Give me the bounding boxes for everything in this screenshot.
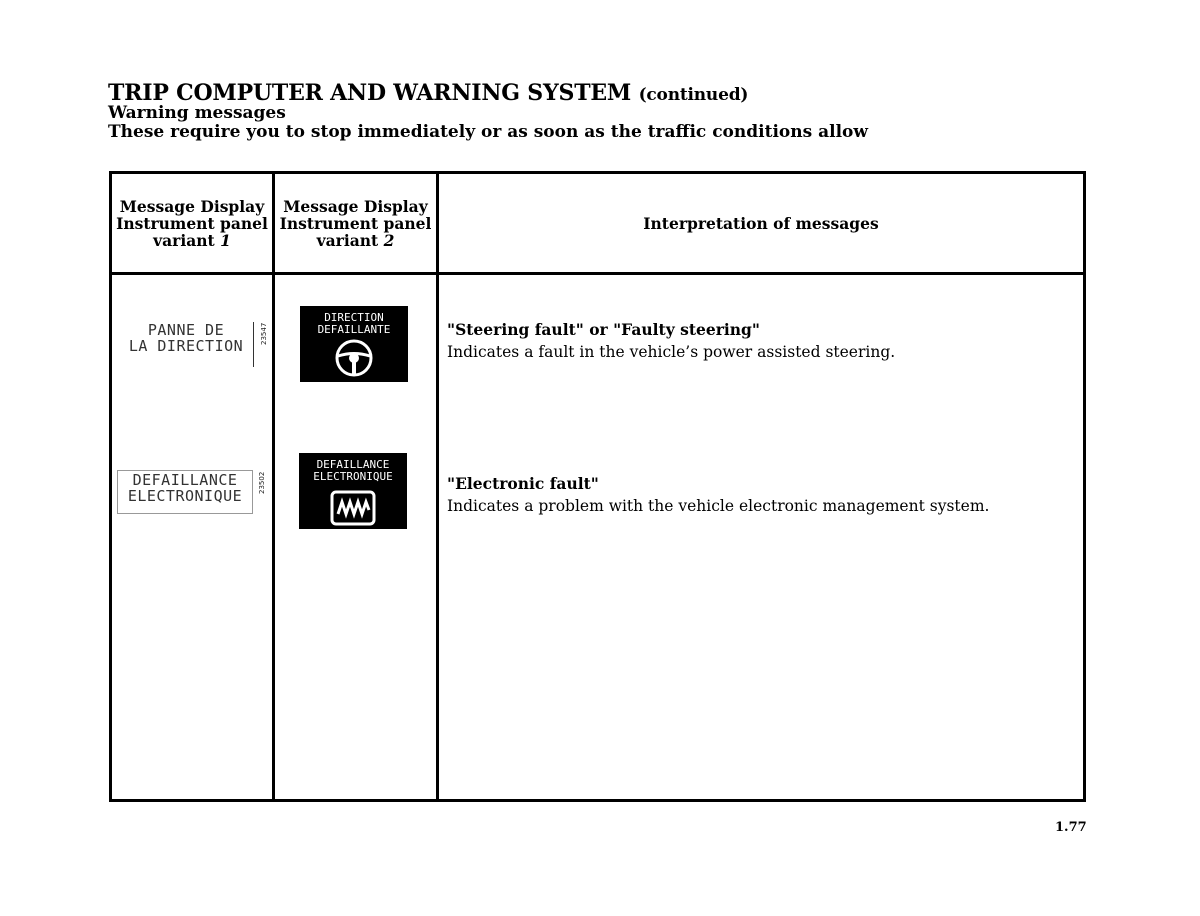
header-line: Message Display — [283, 196, 428, 216]
variant-number: 1 — [220, 230, 231, 250]
lcd-line: PANNE DE — [147, 321, 225, 339]
column-header-interpretation — [439, 174, 1083, 272]
message-title: "Steering fault" or "Faulty steering" — [447, 320, 760, 339]
lcd-line: LA DIRECTION — [128, 337, 244, 355]
figure-ref: 23502 — [258, 471, 266, 494]
lcd-line: DEFAILLANTE — [317, 323, 391, 336]
figure-ref: 23547 — [260, 322, 268, 345]
column-header-variant-2 — [275, 174, 436, 272]
header-line: Message Display — [119, 196, 265, 216]
lcd-line: DEFAILLANCE — [316, 458, 390, 471]
title-suffix: (continued) — [638, 85, 749, 105]
lcd-display-variant-1 — [126, 322, 246, 354]
variant-number: 2 — [383, 230, 395, 250]
page-number: 1.77 — [1055, 820, 1087, 835]
lcd-display-variant-2 — [300, 306, 408, 382]
message-title: "Electronic fault" — [447, 474, 599, 493]
column-header-variant-1 — [112, 174, 272, 272]
header-line: Instrument panel — [279, 213, 432, 233]
header-line: variant — [316, 230, 379, 250]
display-ref-bar — [253, 322, 254, 367]
header-divider — [112, 272, 1083, 275]
section-heading: Warning messages — [108, 103, 286, 123]
electronic-fault-icon — [330, 490, 376, 526]
section-subheading: These require you to stop immediately or as soon as the traffic conditions allow — [108, 122, 869, 142]
header-line: Instrument panel — [116, 213, 268, 233]
header-line: variant — [153, 230, 215, 250]
header-line: Interpretation of messages — [643, 213, 879, 233]
lcd-line: DIRECTION — [324, 311, 384, 324]
message-description: Indicates a problem with the vehicle electronic management system. — [447, 497, 990, 515]
lcd-display-variant-1 — [120, 472, 250, 504]
messages-table — [109, 171, 1086, 802]
lcd-display-variant-2 — [299, 453, 407, 529]
lcd-line: ELECTRONIQUE — [127, 487, 243, 505]
message-description: Indicates a fault in the vehicle’s power assisted steering. — [447, 343, 896, 361]
lcd-line: DEFAILLANCE — [132, 471, 238, 489]
steering-wheel-icon — [332, 336, 376, 380]
title-text: TRIP COMPUTER AND WARNING SYSTEM — [108, 80, 632, 106]
lcd-line: ELECTRONIQUE — [313, 470, 393, 483]
